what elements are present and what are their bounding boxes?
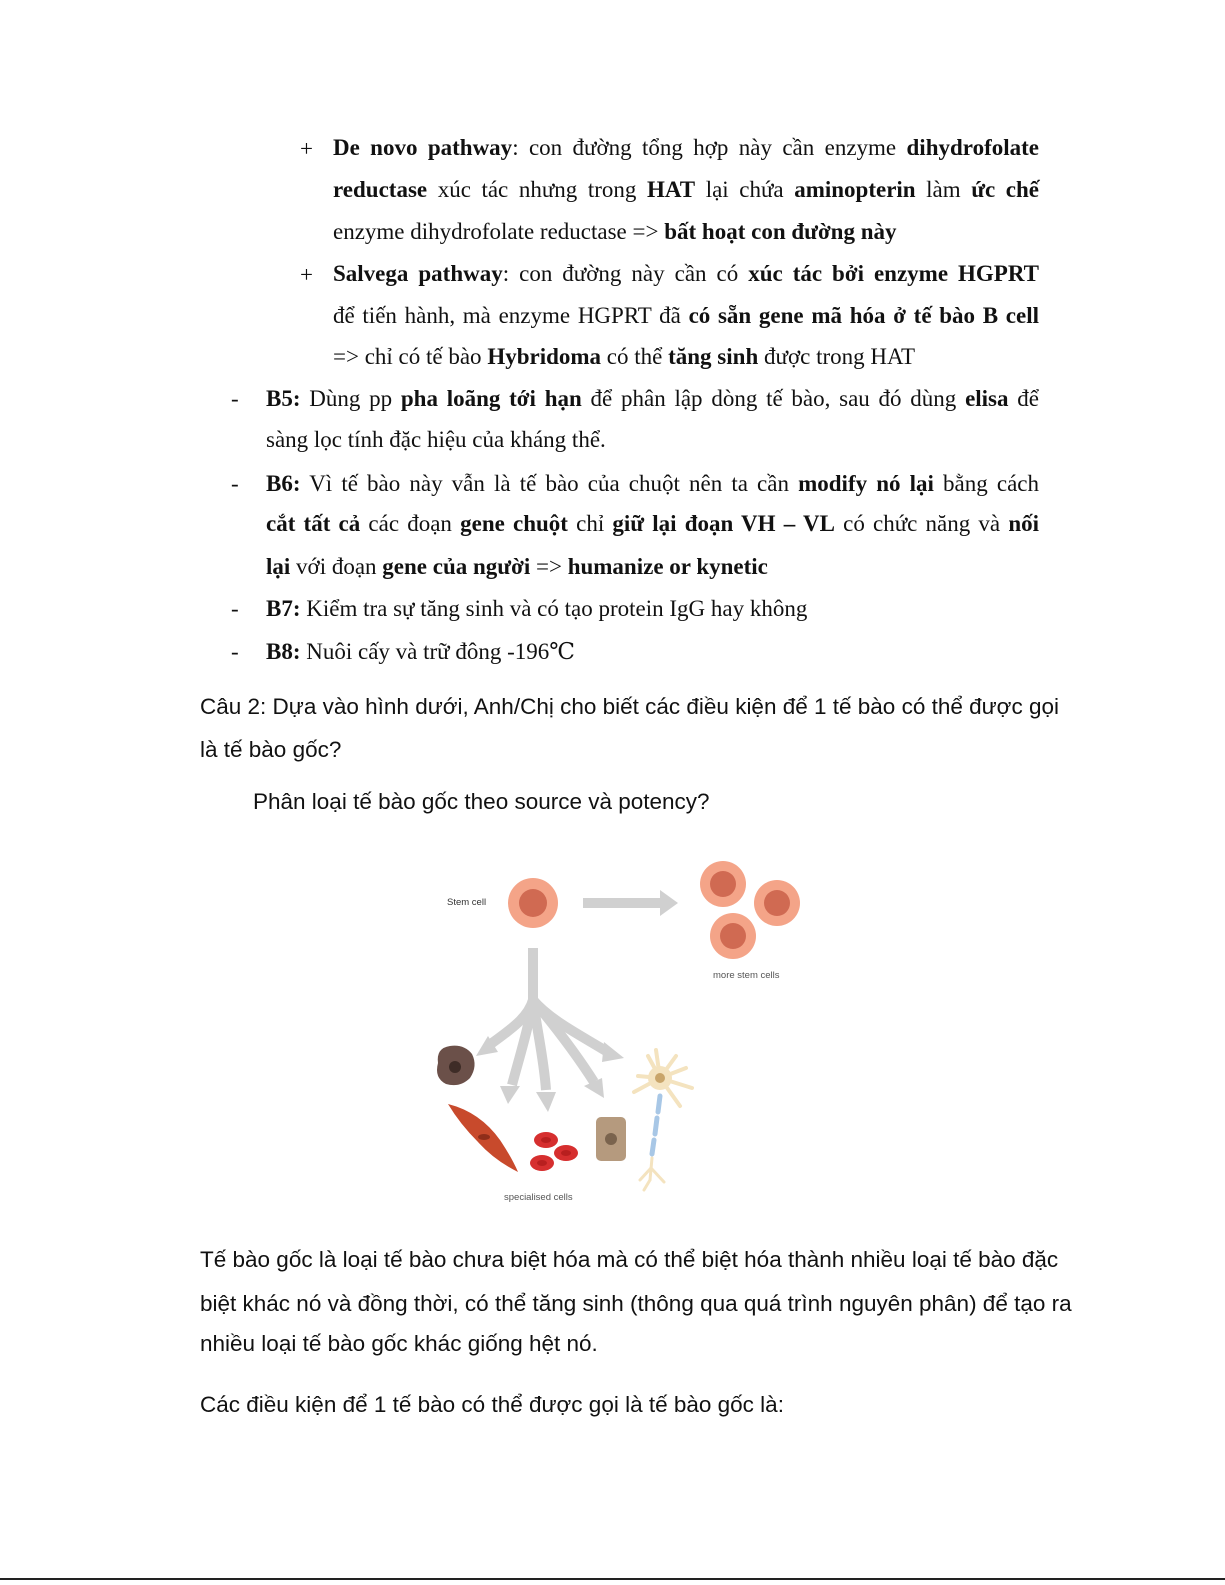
pathway-marker: + [300,136,313,161]
step-line: cắt tất cả các đoạn gene chuột chỉ giữ lại đoạn VH – VL có chức năng và nối [266,511,1039,536]
step-line: B6: Vì tế bào này vẫn là tế bào của chuột nên ta cần modify nó lại bằng cách [266,471,1039,496]
step-marker: - [231,639,239,664]
answer-line: biệt khác nó và đồng thời, có thể tăng sinh (thông qua quá trình nguyên phân) để tạo ra [200,1291,1072,1316]
more-stem-cells-icon [700,861,800,959]
question-line: là tế bào gốc? [200,737,342,762]
answer-line: nhiều loại tế bào gốc khác giống hệt nó. [200,1331,598,1356]
step-marker: - [231,386,239,411]
step-line: sàng lọc tính đặc hiệu của kháng thể. [266,427,606,452]
neuron-icon [634,1050,692,1190]
pathway-marker: + [300,262,313,287]
answer-line: Tế bào gốc là loại tế bào chưa biệt hóa mà có thể biệt hóa thành nhiều loại tế bào đặc [200,1247,1059,1272]
pathway-line: reductase xúc tác nhưng trong HAT lại chứa aminopterin làm ức chế [333,177,1040,202]
stem-cell-label: Stem cell [447,897,487,908]
branch-arrows-icon [488,948,606,1090]
step-line: B8: Nuôi cấy và trữ đông -196℃ [266,639,576,664]
specialised-cells-label: specialised cells [504,1192,573,1203]
step-line: B5: Dùng pp pha loãng tới hạn để phân lập dòng tế bào, sau đó dùng elisa để [266,386,1039,411]
pathway-line: để tiến hành, mà enzyme HGPRT đã có sẵn gene mã hóa ở tế bào B cell [333,303,1039,328]
pathway-line: De novo pathway: con đường tổng hợp này cần enzyme dihydrofolate [333,135,1039,160]
step-line: lại với đoạn gene của người => humanize or kynetic [266,554,768,579]
more-stem-cells-label: more stem cells [713,970,780,981]
muscle-cell-icon [448,1104,518,1172]
pathway-line: enzyme dihydrofolate reductase => bất hoạt con đường này [333,219,897,244]
red-blood-cells-icon [530,1132,578,1171]
epithelial-cell-icon [596,1117,626,1161]
right-arrow-icon [583,890,678,916]
step-marker: - [231,596,239,621]
stem-cell-icon [508,878,558,928]
question-line: Câu 2: Dựa vào hình dưới, Anh/Chị cho biết các điều kiện để 1 tế bào có thể được gọi [200,694,1059,719]
question-subline: Phân loại tế bào gốc theo source và potency? [253,789,710,814]
pathway-line: => chỉ có tế bào Hybridoma có thể tăng sinh được trong HAT [333,344,916,369]
step-marker: - [231,471,239,496]
page-bottom-rule [0,1578,1225,1580]
brown-cell-icon [437,1046,475,1085]
step-line: B7: Kiểm tra sự tăng sinh và có tạo protein IgG hay không [266,596,808,621]
conditions-heading: Các điều kiện để 1 tế bào có thể được gọi là tế bào gốc là: [200,1392,784,1417]
stem-cell-diagram [420,850,820,1210]
pathway-line: Salvega pathway: con đường này cần có xúc tác bởi enzyme HGPRT [333,261,1039,286]
